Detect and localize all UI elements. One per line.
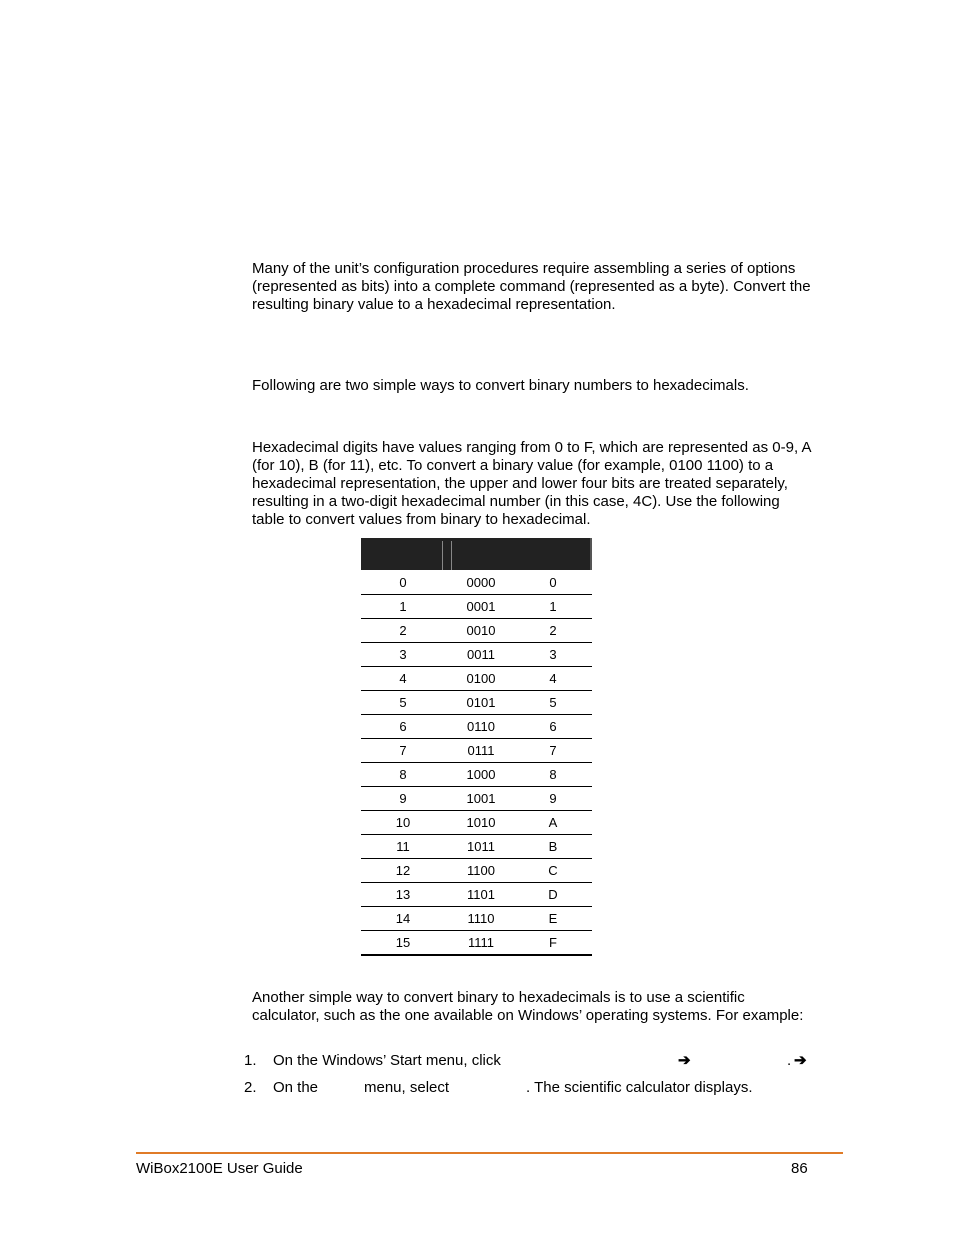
- table-row: [361, 787, 592, 811]
- table-row: [361, 643, 592, 667]
- table-row: [361, 667, 592, 691]
- table-row: [361, 739, 592, 763]
- decimal-cell: 2: [399, 623, 407, 638]
- binary-cell: 0011: [467, 647, 495, 662]
- binary-cell: 0110: [467, 719, 495, 734]
- methods-paragraph: Following are two simple ways to convert binary numbers to hexadecimals.: [252, 377, 749, 394]
- hex-cell: A: [548, 815, 558, 830]
- hex-cell: 2: [549, 623, 557, 638]
- arrow-right-icon: ➔: [678, 1052, 691, 1069]
- decimal-cell: 6: [399, 719, 407, 734]
- hex-cell: B: [548, 839, 558, 854]
- hex-cell: E: [548, 911, 558, 926]
- binary-cell: 0100: [466, 671, 496, 686]
- table-row: [361, 835, 592, 859]
- hex-cell: 3: [549, 647, 557, 662]
- hex-cell: 6: [549, 719, 557, 734]
- hex-cell: 7: [549, 743, 557, 758]
- decimal-cell: 0: [399, 575, 407, 590]
- decimal-cell: 10: [395, 815, 411, 830]
- binary-cell: 0000: [466, 575, 496, 590]
- binary-cell: 1110: [467, 911, 495, 926]
- footer-title: WiBox2100E User Guide: [136, 1160, 303, 1177]
- step-text: . The scientific calculator displays.: [526, 1079, 753, 1096]
- table-row: [361, 907, 592, 931]
- table-row: [361, 619, 592, 643]
- conversion-table-paragraph: Hexadecimal digits have values ranging from 0 to F, which are represented as 0-9, A (for 10), B (for 11), etc. To convert a binary value (for example, 0100 1100) to a hexadecimal representation, the upper and lower four bits are treated separately, resulting in a two-digit hexadecimal number (in this case, 4C). Use the following table to convert values from binary to hexadecimal.: [252, 439, 811, 528]
- hex-cell: C: [548, 863, 558, 878]
- hex-cell: 5: [549, 695, 557, 710]
- decimal-cell: 1: [399, 599, 407, 614]
- table-row: [361, 571, 592, 595]
- hex-cell: D: [548, 887, 558, 902]
- table-row: [361, 811, 592, 835]
- decimal-cell: 3: [399, 647, 407, 662]
- binary-cell: 1000: [466, 767, 496, 782]
- decimal-cell: 4: [399, 671, 407, 686]
- footer-rule: [136, 1152, 843, 1154]
- decimal-cell: 11: [396, 839, 410, 854]
- table-row: [361, 595, 592, 619]
- binary-cell: 1011: [467, 839, 495, 854]
- intro-paragraph: Many of the unit’s configuration procedures require assembling a series of options (represented as bits) into a complete command (represented as a byte). Convert the resulting binary value to a hexadecimal representation.: [252, 260, 811, 313]
- binary-hex-table: [361, 538, 592, 956]
- binary-cell: 0010: [466, 623, 496, 638]
- binary-cell: 1010: [466, 815, 496, 830]
- binary-cell: 1001: [466, 791, 496, 806]
- hex-cell: 8: [549, 767, 557, 782]
- step-text: menu, select: [364, 1079, 450, 1096]
- binary-cell: 1111: [467, 935, 495, 950]
- table-row: [361, 859, 592, 883]
- table-body: [361, 571, 592, 956]
- table-row: [361, 883, 592, 907]
- page-number: 86: [791, 1160, 808, 1177]
- hex-cell: 9: [549, 791, 557, 806]
- decimal-cell: 7: [399, 743, 407, 758]
- step-text: On the Windows’ Start menu, click: [273, 1052, 501, 1069]
- table-row: [361, 931, 592, 956]
- arrow-right-icon: ➔: [794, 1052, 807, 1069]
- hex-cell: F: [549, 935, 557, 950]
- decimal-cell: 5: [399, 695, 407, 710]
- step-number: 1.: [244, 1052, 257, 1069]
- hex-cell: 0: [549, 575, 557, 590]
- table-row: [361, 763, 592, 787]
- binary-cell: 1100: [467, 863, 495, 878]
- table-header: [361, 538, 592, 570]
- binary-cell: 1101: [467, 887, 495, 902]
- step-text: On the: [273, 1079, 319, 1096]
- binary-cell: 0101: [466, 695, 496, 710]
- decimal-cell: 12: [395, 863, 411, 878]
- step-number: 2.: [244, 1079, 257, 1096]
- hex-cell: 1: [549, 599, 557, 614]
- binary-cell: 0001: [466, 599, 496, 614]
- decimal-cell: 14: [395, 911, 411, 926]
- step-end: .: [787, 1052, 792, 1069]
- table-row: [361, 691, 592, 715]
- table-row: [361, 715, 592, 739]
- decimal-cell: 13: [395, 887, 411, 902]
- decimal-cell: 9: [399, 791, 407, 806]
- decimal-cell: 8: [399, 767, 407, 782]
- binary-cell: 0111: [467, 743, 495, 758]
- decimal-cell: 15: [395, 935, 411, 950]
- hex-cell: 4: [549, 671, 557, 686]
- calculator-paragraph: Another simple way to convert binary to hexadecimals is to use a scientific calculator, such as the one available on Windows’ operating systems. For example:: [252, 989, 804, 1024]
